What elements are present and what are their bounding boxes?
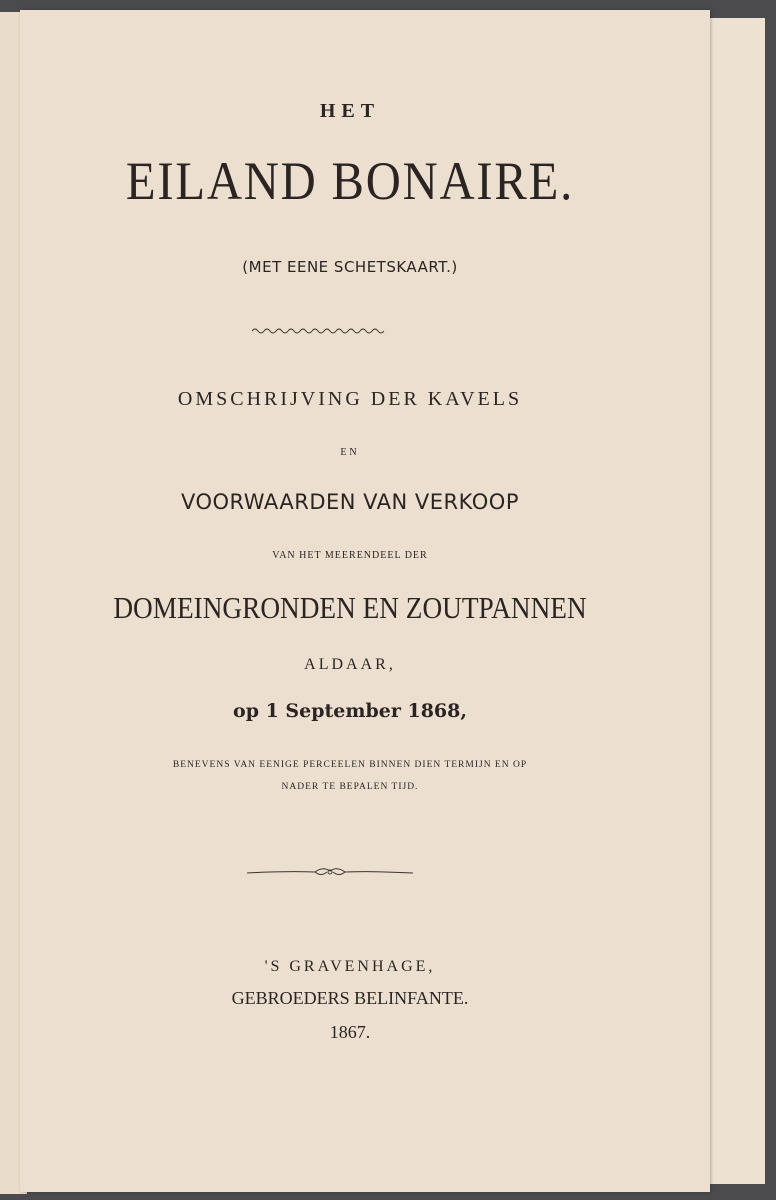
domain-lands-heading: DOMEINGRONDEN EN ZOUTPANNEN (113, 590, 587, 625)
decorative-flourish (245, 862, 415, 882)
city-imprint: 'S GRAVENHAGE, (264, 958, 436, 975)
benevens-line-2: NADER TE BEPALEN TIJD. (281, 782, 419, 792)
conjunction-en: EN (340, 447, 360, 458)
conditions-heading: VOORWAARDEN VAN VERKOOP (181, 490, 519, 514)
description-heading: OMSCHRIJVING DER KAVELS (177, 388, 523, 410)
aldaar-line: ALDAAR, (304, 656, 396, 673)
wavy-rule-ornament (250, 326, 390, 336)
publisher-imprint: GEBROEDERS BELINFANTE. (231, 988, 469, 1008)
publication-year: 1867. (329, 1022, 371, 1042)
title-page (20, 10, 710, 1192)
benevens-line-1: BENEVENS VAN EENIGE PERCEELEN BINNEN DIEN TERMIJN EN OP (172, 760, 528, 770)
main-title: EILAND BONAIRE. (125, 151, 575, 211)
subtitle: (MET EENE SCHETSKAART.) (242, 258, 458, 276)
van-het-line: VAN HET MEERENDEEL DER (272, 550, 428, 561)
heading-het: HET (319, 100, 381, 122)
sale-date: op 1 September 1868, (233, 700, 467, 722)
